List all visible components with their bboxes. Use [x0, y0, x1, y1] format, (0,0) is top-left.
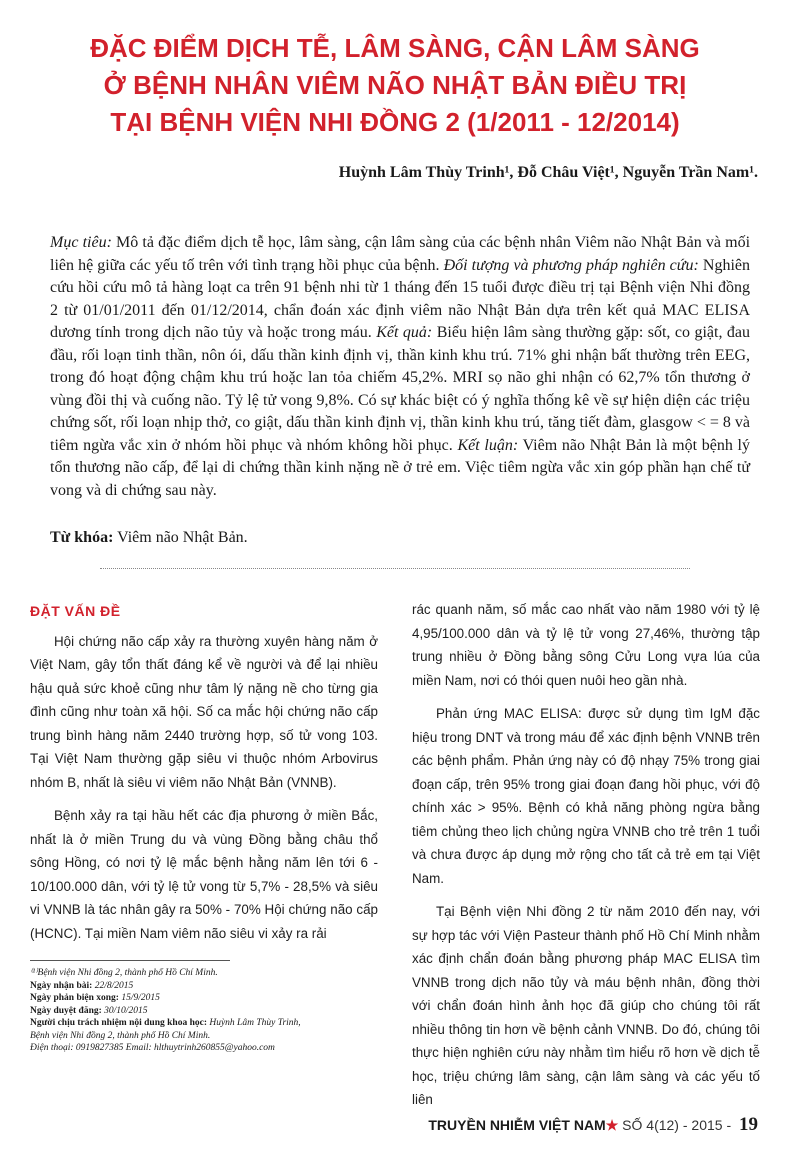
footnotes	[30, 967, 390, 1055]
footnote-responsible: Người chịu trách nhiệm nội dung khoa học: Huỳnh Lâm Thùy Trinh,	[30, 1018, 301, 1028]
keywords-text: Viêm não Nhật Bản.	[113, 529, 248, 546]
section-heading: ĐẶT VẤN ĐỀ	[30, 603, 121, 619]
footnote-responsible-2: Bệnh viện Nhi đồng 2, thành phố Hồ Chí Minh.	[30, 1030, 211, 1041]
right-paragraph-3: Tại Bệnh viện Nhi đồng 2 từ năm 2010 đến nay, với sự hợp tác với Viện Pasteur thành phố Hồ Chí Minh nhằm xác định chẩn đoán bằng phương pháp MAC ELISA tìm VNNB trong dịch não tủy và máu bệnh nhân, đồng thời với chẩn đoán hình ảnh học đã giúp cho chúng tôi rất nhiều thông tin hơn về bệnh cảnh VNNB. Do đó, chúng tôi thực hiện nghiên cứu này nhằm tìm hiểu rõ hơn về dịch tễ học, triệu chứng lâm sàng, cận lâm sàng và các yếu tố liên	[412, 904, 760, 1107]
objective-label: Mục tiêu:	[50, 234, 112, 251]
left-column	[30, 600, 378, 955]
results-text: Biểu hiện lâm sàng thường gặp: sốt, co giật, đau đầu, rối loạn tinh thần, nôn ói, dấu thần kinh định vị, thần kinh khu trú. 71% ghi nhận bất thường trên EEG, trong đó hoạt động chậm khu trú hoặc lan tỏa chiếm 45,2%. MRI sọ não ghi nhận có 62,7% tổn thương ở vùng đồi thị và cuống não. Tỷ lệ tử vong 9,8%. Có sự khác biệt có ý nghĩa thống kê về sự hiện diện các triệu chứng sốt, rối loạn nhịp thở, co giật, dấu thần kinh định vị, thần kinh khu trú, tăng tiết đàm, glasgow < = 8 và tiêm ngừa vắc xin ở nhóm hồi phục và nhóm không hồi phục.	[50, 324, 751, 454]
footnote-affiliation: ⁽¹⁾Bệnh viện Nhi đồng 2, thành phố Hồ Chí Minh.	[30, 968, 218, 978]
title-line-2: Ở BỆNH NHÂN VIÊM NÃO NHẬT BẢN ĐIỀU TRỊ	[103, 70, 687, 100]
title-line-3: TẠI BỆNH VIỆN NHI ĐỒNG 2 (1/2011 - 12/2014)	[110, 107, 680, 137]
keywords	[50, 529, 248, 547]
methods-label: Đối tượng và phương pháp nghiên cứu:	[443, 256, 699, 274]
methods-text: Nghiên cứu hồi cứu mô tả hàng loạt ca trên 91 bệnh nhi từ 1 tháng đến 15 tuổi được điều trị tại Bệnh viện Nhi đồng 2 từ 01/01/2011 đến 01/12/2014, chẩn đoán xác định viêm não Nhật Bản dựa trên kết quả MAC ELISA dương tính trong dịch não tủy và hoặc trong máu.	[50, 256, 751, 341]
keywords-label: Từ khóa:	[50, 529, 114, 546]
title-line-1: ĐẶC ĐIỂM DỊCH TỄ, LÂM SÀNG, CẬN LÂM SÀNG	[90, 33, 700, 63]
conclusion-text: Viêm não Nhật Bản là một bệnh lý tổn thương não cấp, để lại di chứng thần kinh nặng nề ở trẻ em. Việc tiêm ngừa vắc xin góp phần hạn chế tử vong và di chứng sau này.	[50, 436, 751, 499]
page-number: 19	[739, 1114, 758, 1135]
footnote-rule	[30, 960, 230, 961]
right-column	[412, 598, 760, 1122]
conclusion-label: Kết luận:	[457, 436, 519, 454]
footnote-reviewed: Ngày phản biện xong: 15/9/2015	[30, 993, 160, 1003]
abstract	[50, 232, 750, 502]
right-paragraph-1: rác quanh năm, số mắc cao nhất vào năm 1980 với tỷ lệ 4,95/100.000 dân và tỷ lệ tử vong 27,46%, thường tập trung nhiều ở Đồng bằng sông Cửu Long vựa lúa của miền Nam, nơi có thói quen nuôi heo gần nhà.	[412, 602, 760, 688]
results-label: Kết quả:	[376, 324, 433, 341]
author-list: Huỳnh Lâm Thùy Trinh¹, Đỗ Châu Việt¹, Nguyễn Trần Nam¹.	[338, 164, 758, 181]
footnote-received: Ngày nhận bài: 22/8/2015	[30, 980, 134, 991]
left-paragraph-2: Bệnh xảy ra tại hầu hết các địa phương ở miền Bắc, nhất là ở miền Trung du và vùng Đồng bằng châu thổ sông Hồng, có nơi tỷ lệ mắc bệnh hằng năm lên tới 6 - 10/100.000 dân, với tỷ lệ tử vong từ 5,7% - 28,5% và siêu vi VNNB là tác nhân gây ra 50% - 70% Hội chứng não cấp (HCNC). Tại miền Nam viêm não siêu vi xảy ra rải	[30, 808, 378, 941]
objective-text: Mô tả đặc điểm dịch tễ học, lâm sàng, cận lâm sàng của các bệnh nhân Viêm não Nhật Bản và mối liên hệ giữa các yếu tố trên với tình trạng hồi phục của bệnh.	[50, 234, 751, 274]
article-title	[60, 30, 730, 141]
journal-name: TRUYỀN NHIỄM VIỆT NAM	[428, 1117, 606, 1133]
separator-dots	[100, 568, 690, 569]
footnote-contact: Điện thoại: 0919827385 Email: hlthuytrinh260855@yahoo.com	[30, 1043, 275, 1053]
star-icon: ★	[605, 1117, 619, 1133]
footnote-accepted: Ngày duyệt đăng: 30/10/2015	[30, 1005, 148, 1016]
issue-info: SỐ 4(12) - 2015 -	[618, 1117, 735, 1133]
page-footer	[428, 1114, 758, 1136]
right-paragraph-2: Phản ứng MAC ELISA: được sử dụng tìm IgM đặc hiệu trong DNT và trong máu để xác định bệnh VNNB trên các bệnh phẩm. Phản ứng này có độ nhạy 75% trong giai đoạn cấp, trên 95% trong giai đoạn đang hồi phục, với độ chính xác > 95%. Bệnh có khả năng phòng ngừa bằng tiêm chủng theo lịch chủng ngừa VNNB cho trẻ trên 1 tuổi và chưa được áp dụng mở rộng cho tất cả trẻ em tại Việt Nam.	[412, 706, 760, 886]
left-paragraph-1: Hội chứng não cấp xảy ra thường xuyên hàng năm ở Việt Nam, gây tổn thất đáng kể về người và để lại nhiều hậu quả sức khoẻ cũng như tâm lý nặng nề cho từng gia đình cũng như toàn xã hội. Số ca mắc hội chứng não cấp trung bình hàng năm 2440 trường hợp, số tử vong 103. Tại Việt Nam thường gặp siêu vi thuộc nhóm Arbovirus nhóm B, nhất là siêu vi viêm não Nhật Bản (VNNB).	[30, 633, 378, 790]
